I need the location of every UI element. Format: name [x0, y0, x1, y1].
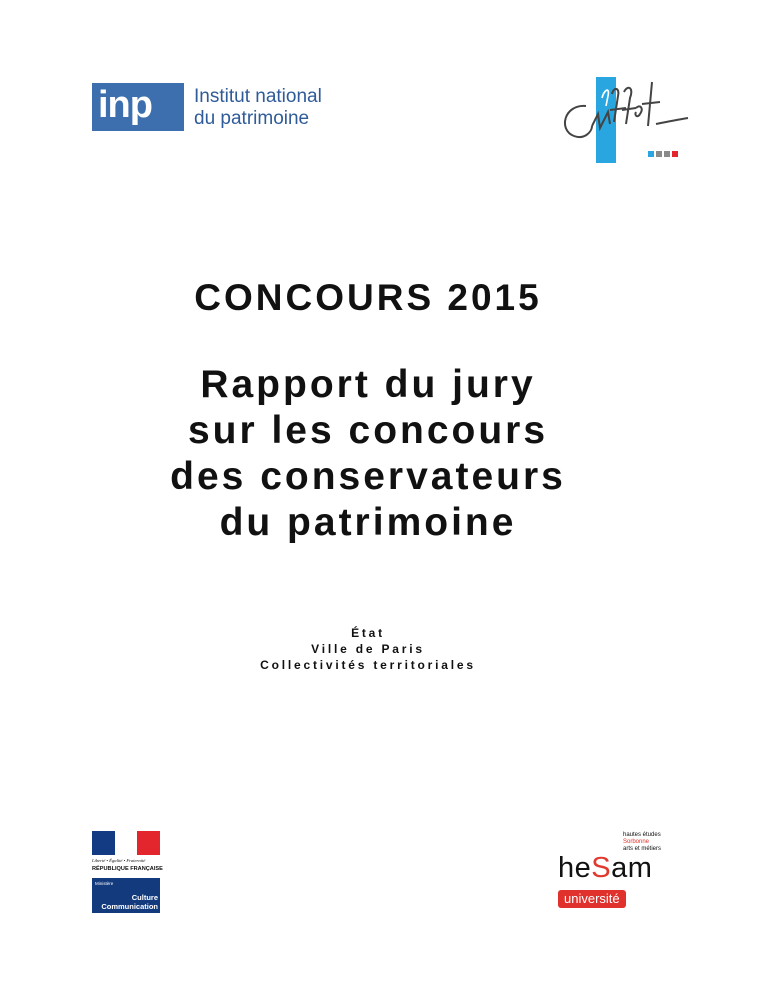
rf-motto: Liberté • Égalité • Fraternité — [92, 858, 146, 863]
inp-name-line1: Institut national — [194, 86, 322, 107]
ministry-line1: Culture — [131, 893, 158, 902]
ministry-block — [92, 878, 160, 913]
inp-name — [194, 83, 322, 131]
report-title-line: du patrimoine — [219, 501, 517, 544]
subtitle-line: État — [351, 626, 385, 640]
hesam-am: am — [611, 852, 653, 884]
hesam-s: S — [591, 852, 612, 884]
hesam-universite-badge: université — [558, 890, 626, 908]
report-title — [0, 362, 736, 546]
ministry-line2: Communication — [101, 902, 158, 911]
hesam-line3: arts et métiers — [623, 846, 662, 852]
inp-logo — [92, 83, 322, 131]
cnfpt-c-stroke — [565, 106, 592, 137]
subtitle-line: Ville de Paris — [311, 642, 425, 656]
ministry-label: Ministère — [95, 881, 114, 886]
subtitle-line: Collectivités territoriales — [260, 658, 476, 672]
report-title-line: sur les concours — [187, 409, 549, 452]
inp-name-line2: du patrimoine — [194, 108, 310, 129]
page-title: CONCOURS 2015 — [194, 277, 542, 318]
subtitle-block — [0, 625, 736, 673]
hesam-he: he — [558, 852, 592, 884]
inp-acronym: inp — [92, 83, 184, 131]
republique-francaise-logo — [92, 831, 163, 913]
hesam-line2: Sorbonne — [623, 839, 650, 845]
report-title-line: des conservateurs — [170, 455, 566, 498]
hesam-wordmark — [558, 853, 652, 883]
hesam-logo — [556, 832, 666, 912]
french-flag-icon — [92, 831, 160, 855]
cnfpt-logo — [556, 74, 696, 166]
report-title-line: Rapport du jury — [200, 363, 536, 406]
hesam-line1: hautes études — [623, 832, 661, 838]
rf-name: RÉPUBLIQUE FRANÇAISE — [92, 866, 163, 872]
